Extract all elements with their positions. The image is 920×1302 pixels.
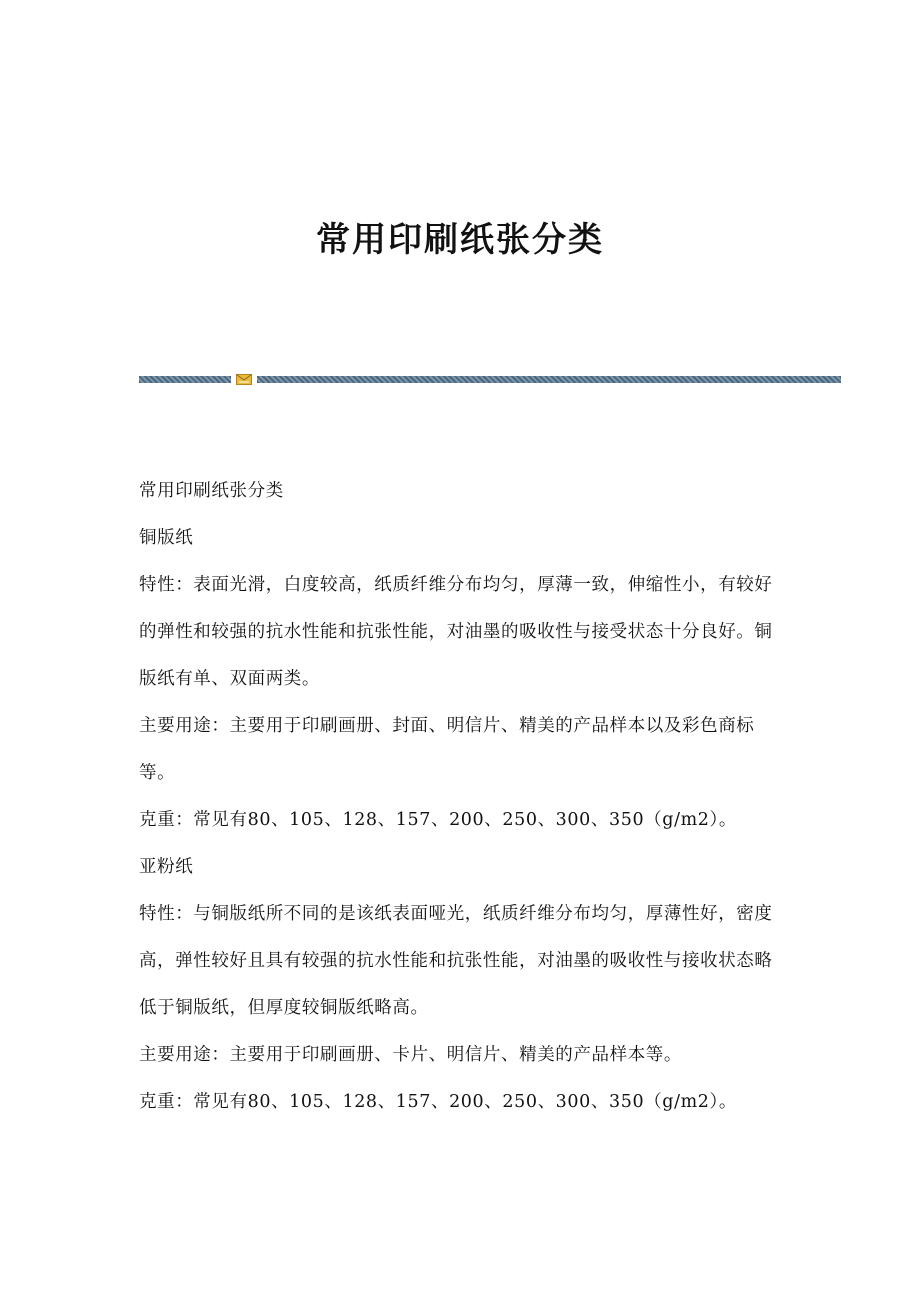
divider-bar-left <box>139 376 231 383</box>
divider-bar-right <box>257 376 841 383</box>
coated-paper-weights: 克重：常见有80、105、128、157、200、250、300、350（g/m2）。 <box>139 810 737 830</box>
section-heading-coated-paper: 铜版纸 <box>139 528 194 548</box>
matte-paper-weights: 克重：常见有80、105、128、157、200、250、300、350（g/m2）。 <box>139 1092 737 1112</box>
coated-paper-properties: 特性：表面光滑，白度较高，纸质纤维分布均匀，厚薄一致，伸缩性小，有较好的弹性和较强的抗水性能和抗张性能，对油墨的吸收性与接受状态十分良好。铜版纸有单、双面两类。 <box>139 575 773 689</box>
document-body <box>139 468 775 1126</box>
body-heading: 常用印刷纸张分类 <box>139 481 284 501</box>
matte-paper-uses: 主要用途：主要用于印刷画册、卡片、明信片、精美的产品样本等。 <box>139 1045 682 1065</box>
envelope-ornament-icon <box>236 374 252 385</box>
matte-paper-properties: 特性：与铜版纸所不同的是该纸表面哑光，纸质纤维分布均匀，厚薄性好，密度高，弹性较好且具有较强的抗水性能和抗张性能，对油墨的吸收性与接收状态略低于铜版纸，但厚度较铜版纸略高。 <box>139 904 773 1018</box>
coated-paper-uses: 主要用途：主要用于印刷画册、封面、明信片、精美的产品样本以及彩色商标等。 <box>139 716 755 783</box>
title-divider <box>139 375 841 385</box>
page-title: 常用印刷纸张分类 <box>316 220 604 260</box>
section-heading-matte-paper: 亚粉纸 <box>139 857 194 877</box>
